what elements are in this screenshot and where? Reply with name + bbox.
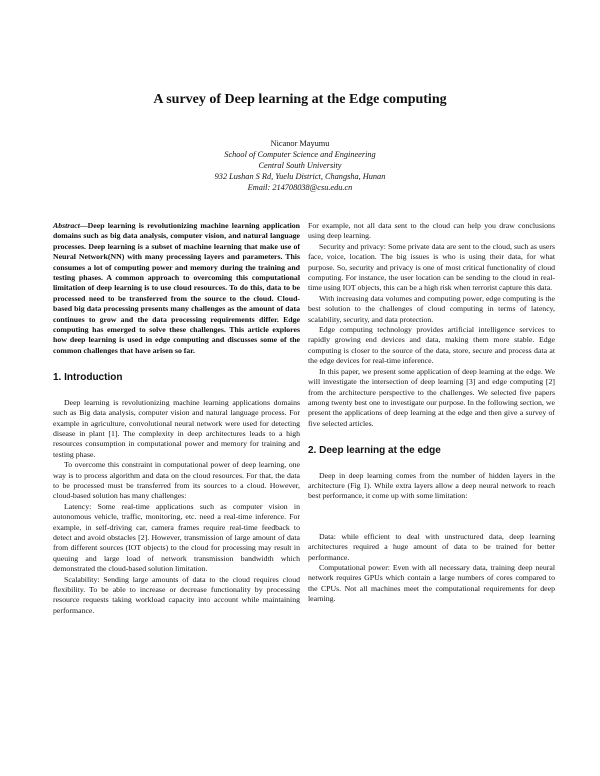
affiliation-school: School of Computer Science and Engineering <box>224 150 376 159</box>
dl-paragraph: Data: while efficient to deal with unstructured data, deep learning architectures required a huge amount of data to be trained for better performance. <box>308 531 555 562</box>
intro-paragraph: Deep learning is revolutionizing machine learning applications domains such as Big data analysis, computer vision and natural language process. For example in agriculture, convolutional neural network were used for detecting disease in plant [1]. The complexity in deep architectures leads to a high resources consumption in computational power and memory for training and testing phase. <box>53 397 300 459</box>
section-heading-deep-learning-edge: 2. Deep learning at the edge <box>308 445 441 457</box>
body-paragraph: In this paper, we present some application of deep learning at the edge. We will investigate the intersection of deep learning [3] and edge computing [2] from the architecture perspective to the challenges. We selected five papers among twenty best one to investigate our purpose. In the following section, we present the applications of deep learning at the edge and then give a survey of five selected articles. <box>308 366 555 428</box>
affiliation-email: Email: 214708038@csu.edu.cn <box>247 183 353 192</box>
affiliation-university: Central South University <box>258 161 342 170</box>
intro-paragraph: Latency: Some real-time applications such as computer vision in autonomous vehicle, traffic, monitoring, etc. need a real-time inference. For example, in self-driving car, camera frames require real-time feedback to detect and avoid obstacles [2]. However, transmission of large amount of data from different sources (IOT objects) to the cloud for processing may result in queuing and large load of network transmission bandwidth which demonstrated the cloud-based solution limitation. <box>53 501 300 574</box>
paper-title: A survey of Deep learning at the Edge computing <box>153 92 447 107</box>
abstract-text: —Deep learning is revolutionizing machine learning application domains such as big data analysis, computer vision, and natural language processes. Deep learning is a subset of machine learning that make use of Neural Network(NN) with many processing layers and parameters. This consumes a lot of computing power and memory during the training and testing phases. A common approach to overcoming this computational limitation of deep learning is to use cloud resources. To do this, data to be processed need to be transferred from the source to the cloud. Cloud-based big data processing presents many challenges as the amount of data continues to grow and the data processing requirements differ. Edge computing has emerged to solve these challenges. This article explores how deep learning is used in edge computing and discusses some of the common challenges that have arisen so far. <box>53 221 300 355</box>
dl-paragraph: Computational power: Even with all necessary data, training deep neural network requires GPUs which contain a large numbers of cores compared to the CPUs. Not all machines meet the computational requirements for deep learning. <box>308 562 555 604</box>
abstract-label: Abstract <box>53 221 80 230</box>
intro-paragraph: Scalability: Sending large amounts of data to the cloud requires cloud flexibility. To be able to increase or decrease functionality by processing resource requests taking workload capacity into account while maintaining performance. <box>53 574 300 615</box>
intro-paragraph: To overcome this constraint in computational power of deep learning, one way is to process algorithm and data on the cloud resources. For that, the data to be processed must be transferred from its sources to a cloud. However, cloud-based solution has many challenges: <box>53 460 300 501</box>
dl-paragraph: Deep in deep learning comes from the number of hidden layers in the architecture (Fig 1). While extra layers allow a deep neural network to reach best performance, it come up with some limitation: <box>308 470 555 501</box>
body-paragraph: With increasing data volumes and computing power, edge computing is the best solution to the challenges of cloud computing in terms of latency, scalability, security, and data protection. <box>308 293 555 324</box>
left-column <box>53 221 300 616</box>
abstract <box>53 221 300 356</box>
body-paragraph: Edge computing technology provides artificial intelligence services to rapidly growing end devices and data, making them more stable. Edge computing is closer to the source of the data, store, secure and process data at the edge devices for real-time inference. <box>308 325 555 366</box>
author-name: Nicanor Mayumu <box>270 139 330 148</box>
affiliation-address: 932 Lushan S Rd, Yuelu District, Changsha, Hunan <box>214 172 386 181</box>
body-paragraph: Security and privacy: Some private data are sent to the cloud, such as users face, voice, location. The big issues is who is using their data, for what purpose. So, security and privacy is one of most critical functionality of cloud computing. For instance, the user location can be sending to the cloud in real-time using IOT objects, this can be a high risk when terrorist capture this data. <box>308 241 555 293</box>
author-block <box>0 138 600 193</box>
right-column <box>308 221 555 605</box>
section-heading-introduction: 1. Introduction <box>53 372 123 384</box>
body-paragraph: For example, not all data sent to the cloud can help you draw conclusions using deep learning. <box>308 221 555 241</box>
